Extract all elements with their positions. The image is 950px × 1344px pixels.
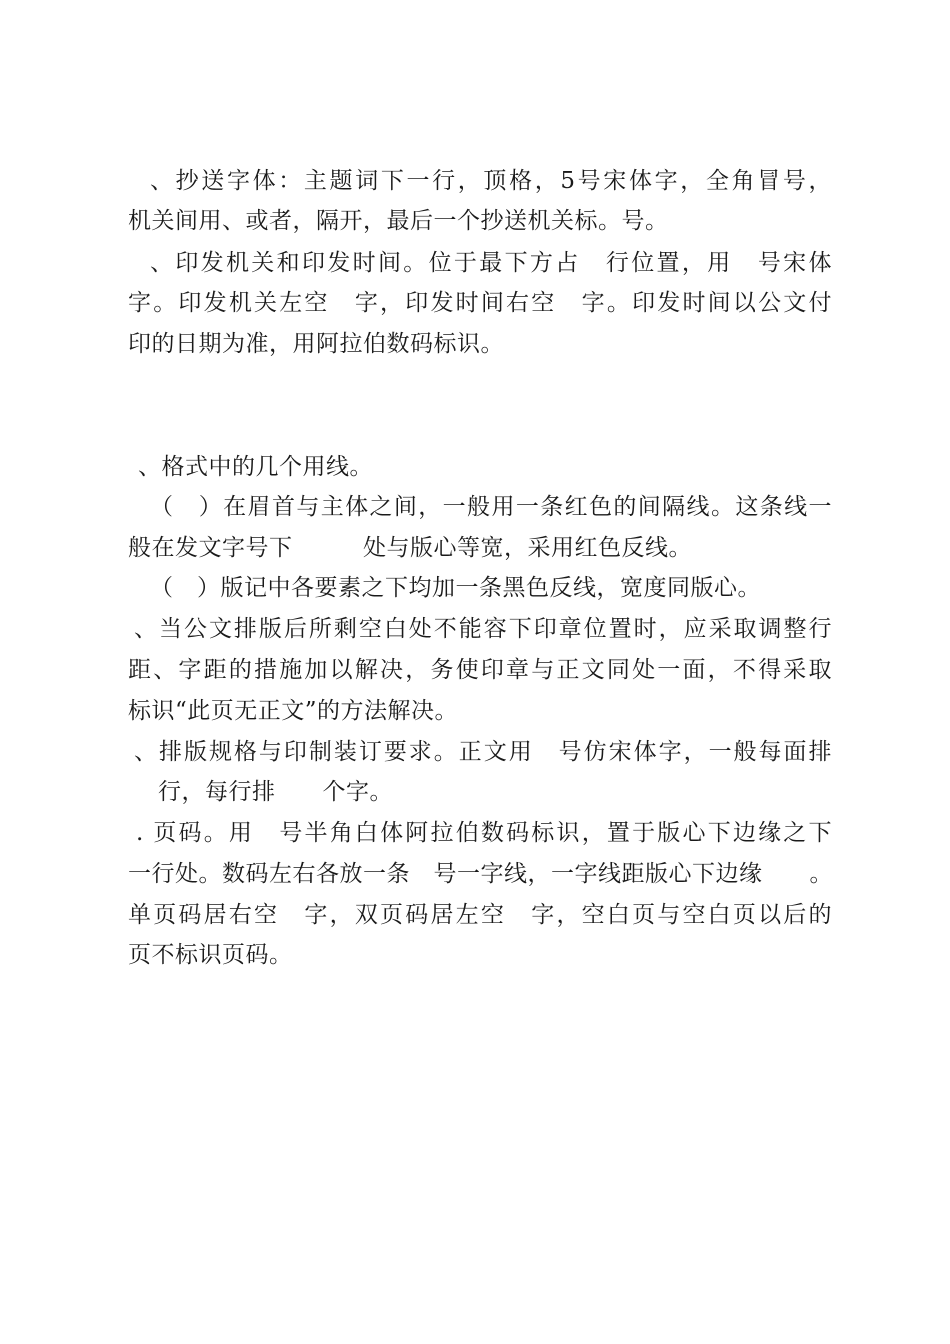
section-heading: 、格式中的几个用线。 (138, 454, 373, 480)
paragraph-line: （ ）版记中各要素之下均加一条黑色反线，宽度同版心。 (150, 575, 761, 601)
paragraph-line: 般在发文字号下 处与版心等宽，采用红色反线。 (128, 535, 692, 561)
paragraph-line: 一行处。数码左右各放一条 号一字线，一字线距版心下边缘 。 (128, 861, 833, 887)
paragraph-line: 、当公文排版后所剩空白处不能容下印章位置时，应采取调整行 (134, 616, 832, 642)
paragraph-line: 标识“此页无正文”的方法解决。 (128, 698, 459, 724)
paragraph-line: 单页码居右空 字，双页码居左空 字，空白页与空白页以后的 (128, 902, 832, 928)
paragraph-line: 、排版规格与印制装订要求。正文用 号仿宋体字，一般每面排 (134, 739, 832, 765)
paragraph-line: 、抄送字体：主题词下一行，顶格，5号宋体字，全角冒号， (150, 168, 832, 194)
paragraph-line: 页不标识页码。 (128, 942, 293, 968)
paragraph-line: 、印发机关和印发时间。位于最下方占 行位置，用 号宋体 (150, 250, 832, 276)
paragraph-line: （ ）在眉首与主体之间，一般用一条红色的间隔线。这条线一 (150, 494, 832, 520)
paragraph-line: 机关间用、或者，隔开，最后一个抄送机关标。号。 (128, 208, 669, 234)
paragraph-line: . 页码。用 号半角白体阿拉伯数码标识，置于版心下边缘之下 (136, 820, 832, 846)
paragraph-line: 印的日期为准，用阿拉伯数码标识。 (128, 331, 504, 357)
paragraph-line: 字。印发机关左空 字，印发时间右空 字。印发时间以公文付 (128, 290, 832, 316)
paragraph-line: 行，每行排 个字。 (158, 779, 393, 805)
paragraph-line: 距、字距的措施加以解决，务使印章与正文同处一面，不得采取 (128, 657, 832, 683)
